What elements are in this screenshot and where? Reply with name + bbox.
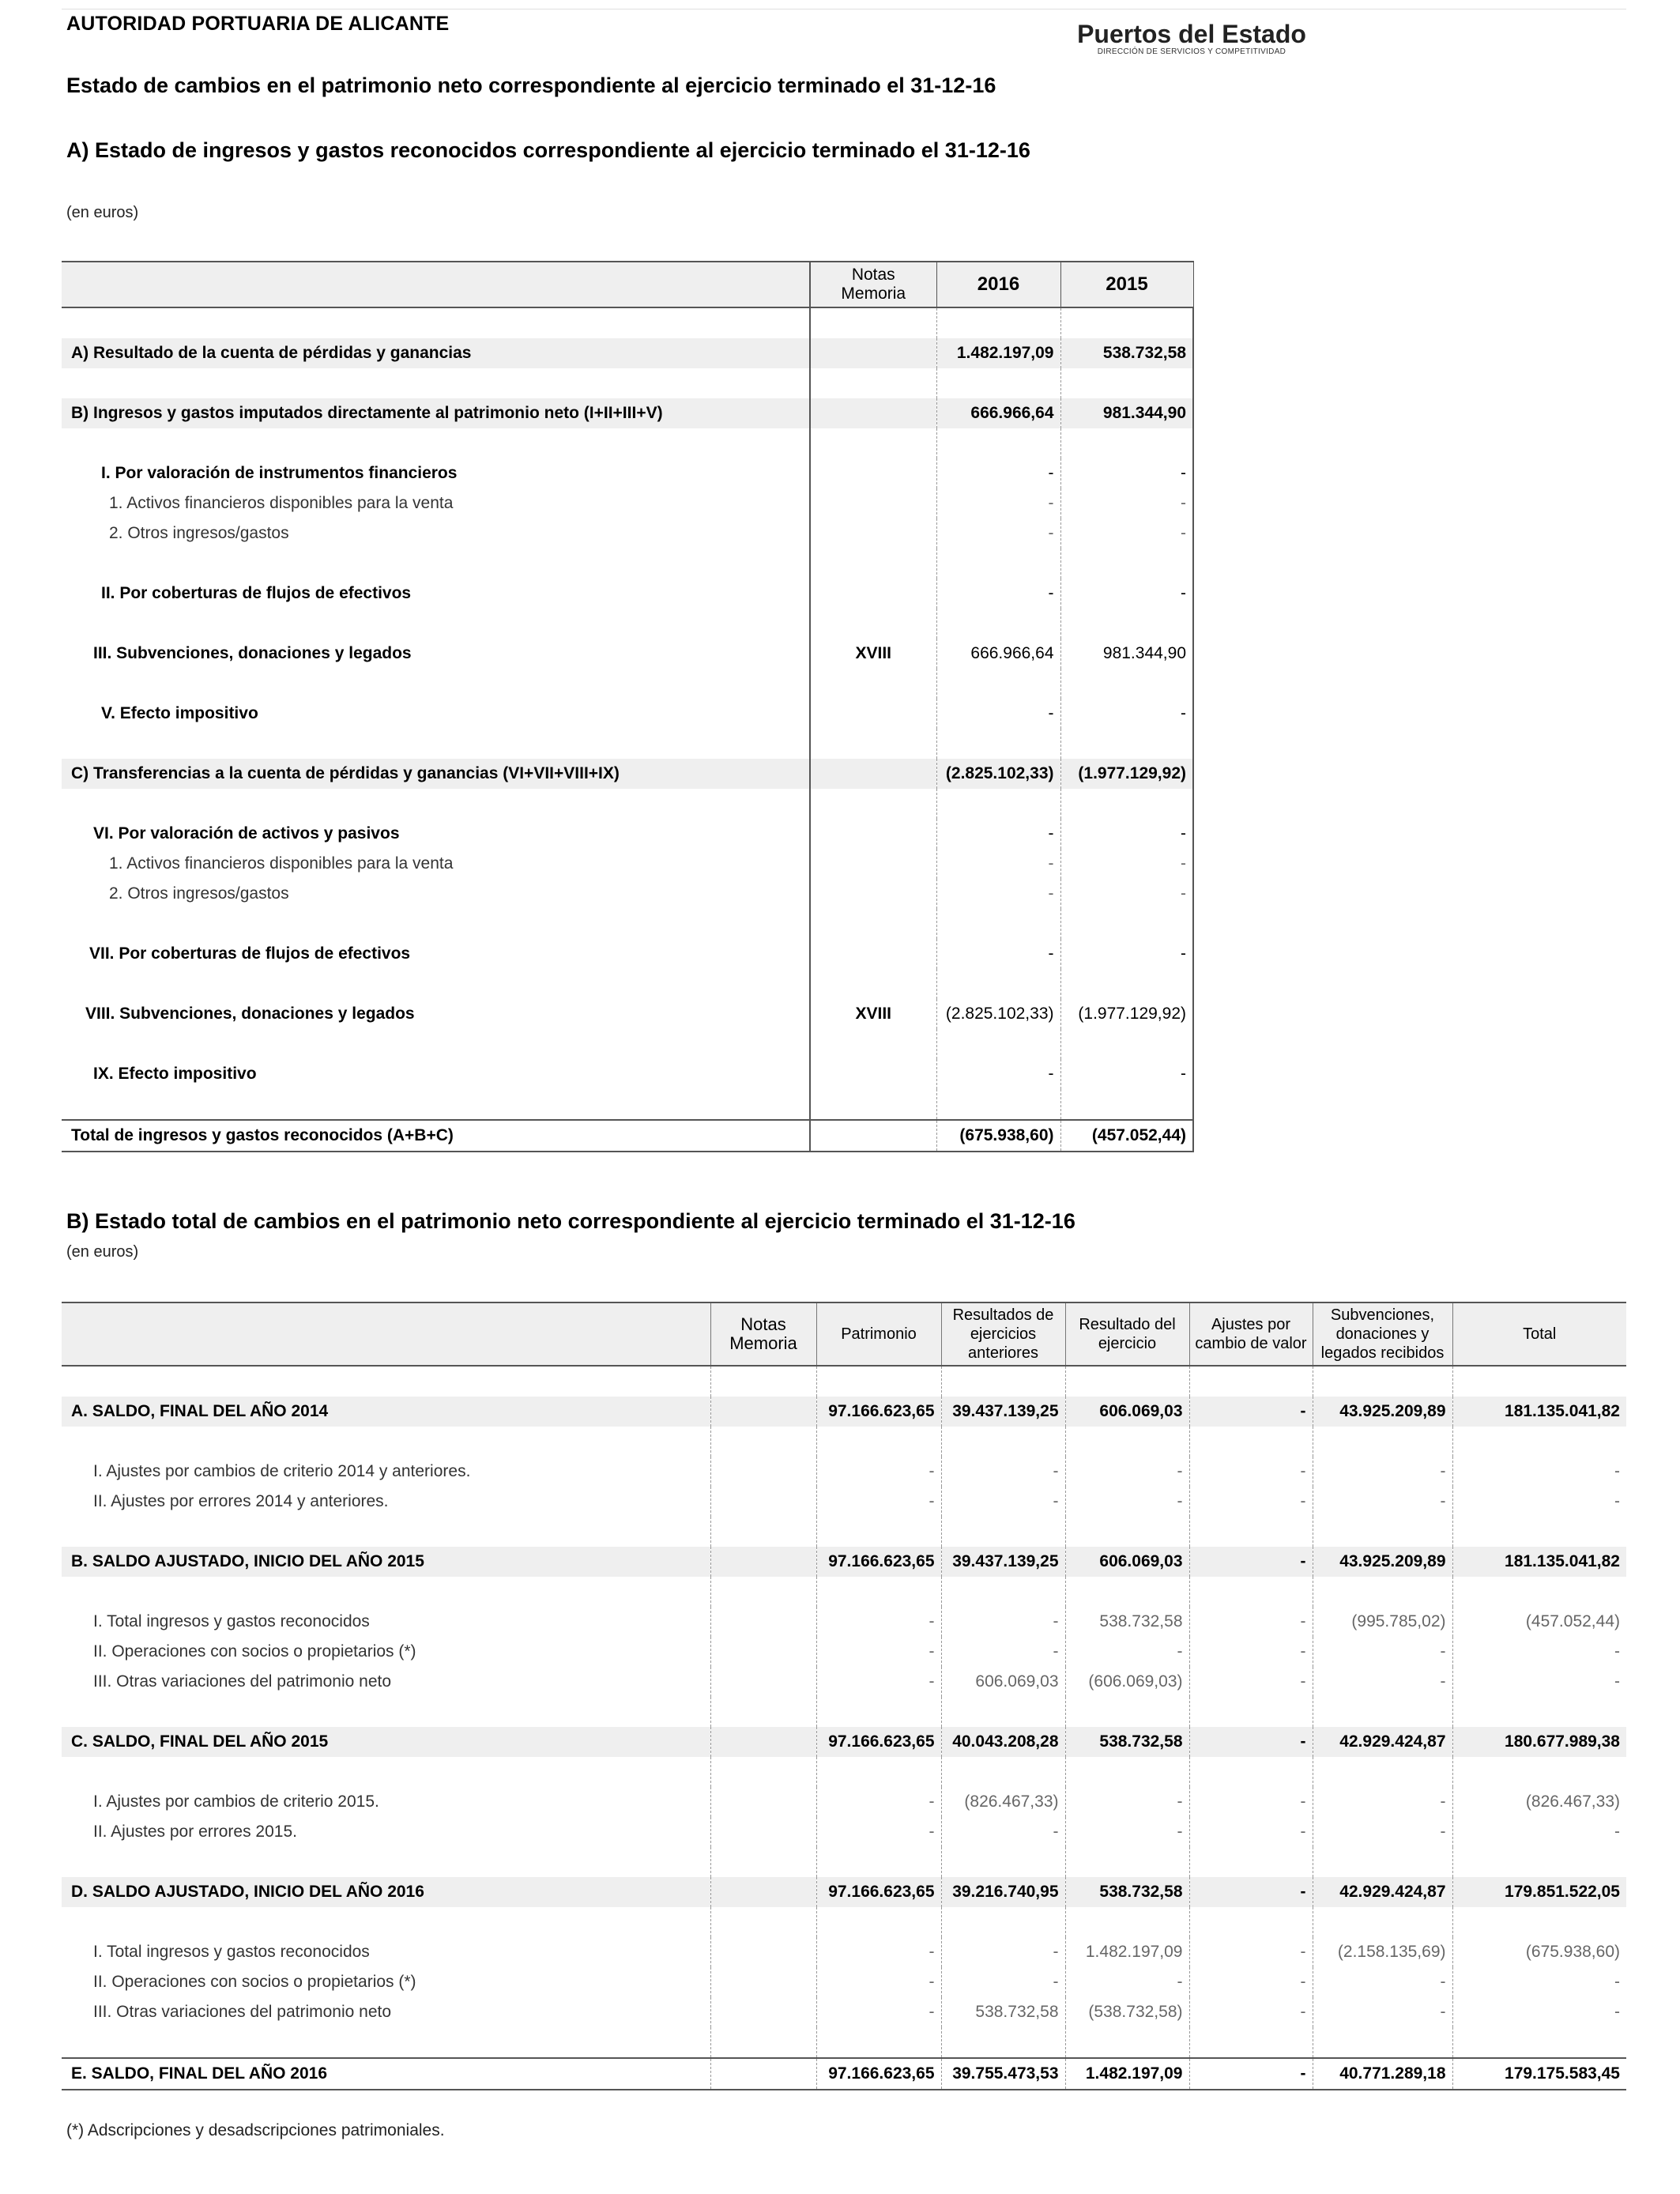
spacer-row bbox=[62, 729, 1193, 759]
table-row bbox=[62, 1877, 1626, 1907]
row-value-res-ant: 39.437.139,25 bbox=[941, 1397, 1065, 1427]
row-value-res-ej: - bbox=[1065, 1457, 1189, 1487]
row-value-subv: - bbox=[1313, 1487, 1452, 1517]
row-value-total: - bbox=[1452, 1487, 1626, 1517]
spacer-row bbox=[62, 1029, 1193, 1059]
row-value-2016: (675.938,60) bbox=[936, 1120, 1060, 1152]
logo-title: Puertos del Estado bbox=[1077, 20, 1306, 48]
row-value-res-ant: - bbox=[941, 1607, 1065, 1637]
row-note bbox=[810, 488, 936, 518]
row-value-2016: - bbox=[936, 488, 1060, 518]
row-value-res-ej: 538.732,58 bbox=[1065, 1877, 1189, 1907]
row-note bbox=[710, 1547, 816, 1577]
table-row bbox=[62, 999, 1193, 1029]
table-row bbox=[62, 1397, 1626, 1427]
row-value-2016: - bbox=[936, 518, 1060, 548]
table-row bbox=[62, 1937, 1626, 1967]
row-value-res-ant: 39.437.139,25 bbox=[941, 1547, 1065, 1577]
col-notes: Notas Memoria bbox=[710, 1302, 816, 1366]
row-label: B) Ingresos y gastos imputados directamente al patrimonio neto (I+II+III+V) bbox=[62, 398, 810, 428]
row-value-ajustes: - bbox=[1189, 1637, 1313, 1667]
row-label: I. Total ingresos y gastos reconocidos bbox=[93, 1943, 370, 1961]
row-value-2015: - bbox=[1060, 488, 1193, 518]
row-value-patrimonio: 97.166.623,65 bbox=[816, 1877, 941, 1907]
row-label: VIII. Subvenciones, donaciones y legados bbox=[85, 1005, 415, 1023]
row-value-patrimonio: - bbox=[816, 1667, 941, 1697]
row-label: B. SALDO AJUSTADO, INICIO DEL AÑO 2015 bbox=[62, 1547, 710, 1577]
row-note bbox=[810, 398, 936, 428]
row-value-2016: (2.825.102,33) bbox=[936, 759, 1060, 789]
row-note bbox=[810, 939, 936, 969]
row-label: 1. Activos financieros disponibles para la venta bbox=[109, 854, 454, 873]
row-note bbox=[810, 338, 936, 368]
table-row bbox=[62, 579, 1193, 609]
row-value-res-ant: - bbox=[941, 1457, 1065, 1487]
spacer-row bbox=[62, 1366, 1626, 1397]
row-note bbox=[810, 1059, 936, 1089]
logo-subtitle: DIRECCIÓN DE SERVICIOS Y COMPETITIVIDAD bbox=[1097, 47, 1286, 56]
col-patrimonio: Patrimonio bbox=[816, 1302, 941, 1366]
spacer-row bbox=[62, 969, 1193, 999]
row-value-total: - bbox=[1452, 1967, 1626, 1997]
row-value-res-ej: - bbox=[1065, 1787, 1189, 1817]
row-value-2015: (1.977.129,92) bbox=[1060, 759, 1193, 789]
row-note: XVIII bbox=[810, 999, 936, 1029]
table-row bbox=[62, 1547, 1626, 1577]
row-value-res-ant: - bbox=[941, 1817, 1065, 1847]
row-value-ajustes: - bbox=[1189, 1997, 1313, 2027]
row-value-res-ej: (606.069,03) bbox=[1065, 1667, 1189, 1697]
spacer-row bbox=[62, 1517, 1626, 1547]
row-note: XVIII bbox=[810, 639, 936, 669]
row-value-2015: - bbox=[1060, 939, 1193, 969]
row-value-2015: (1.977.129,92) bbox=[1060, 999, 1193, 1029]
income-expense-table bbox=[62, 261, 1194, 1152]
col-2015: 2015 bbox=[1060, 262, 1193, 307]
row-note bbox=[810, 1120, 936, 1152]
row-value-2015: - bbox=[1060, 819, 1193, 849]
row-value-total: - bbox=[1452, 1457, 1626, 1487]
row-label: A) Resultado de la cuenta de pérdidas y ganancias bbox=[62, 338, 810, 368]
row-label: II. Operaciones con socios o propietarios (*) bbox=[93, 1642, 416, 1661]
row-value-total: - bbox=[1452, 1667, 1626, 1697]
spacer-row bbox=[62, 548, 1193, 579]
row-value-subv: - bbox=[1313, 1667, 1452, 1697]
row-value-2015: - bbox=[1060, 518, 1193, 548]
row-value-subv: - bbox=[1313, 1817, 1452, 1847]
spacer-row bbox=[62, 428, 1193, 458]
equity-changes-table bbox=[62, 1302, 1626, 2090]
row-value-patrimonio: - bbox=[816, 1817, 941, 1847]
row-label: II. Ajustes por errores 2014 y anteriores. bbox=[93, 1492, 389, 1510]
row-value-total: (826.467,33) bbox=[1452, 1787, 1626, 1817]
row-note bbox=[810, 518, 936, 548]
row-value-subv: 40.771.289,18 bbox=[1313, 2058, 1452, 2090]
row-value-2016: - bbox=[936, 849, 1060, 879]
row-value-res-ej: 1.482.197,09 bbox=[1065, 2058, 1189, 2090]
row-value-res-ant: 538.732,58 bbox=[941, 1997, 1065, 2027]
row-note bbox=[810, 458, 936, 488]
row-label: 2. Otros ingresos/gastos bbox=[109, 524, 289, 542]
row-value-patrimonio: - bbox=[816, 1637, 941, 1667]
spacer-row bbox=[62, 368, 1193, 398]
row-note bbox=[710, 1397, 816, 1427]
row-value-2016: - bbox=[936, 579, 1060, 609]
table-row bbox=[62, 1607, 1626, 1637]
row-value-patrimonio: - bbox=[816, 1967, 941, 1997]
row-value-res-ant: 606.069,03 bbox=[941, 1667, 1065, 1697]
row-value-patrimonio: - bbox=[816, 1787, 941, 1817]
table-row bbox=[62, 1120, 1193, 1152]
row-value-total: - bbox=[1452, 1997, 1626, 2027]
row-value-res-ej: - bbox=[1065, 1967, 1189, 1997]
table-row bbox=[62, 1457, 1626, 1487]
row-value-patrimonio: - bbox=[816, 1457, 941, 1487]
row-label: A. SALDO, FINAL DEL AÑO 2014 bbox=[62, 1397, 710, 1427]
table-row bbox=[62, 338, 1193, 368]
table-row bbox=[62, 939, 1193, 969]
section-b-title: B) Estado total de cambios en el patrimonio neto correspondiente al ejercicio terminado el 31-12-16 bbox=[66, 1209, 1075, 1233]
row-value-total: 179.175.583,45 bbox=[1452, 2058, 1626, 2090]
table-row bbox=[62, 1667, 1626, 1697]
spacer-row bbox=[62, 1847, 1626, 1877]
row-note bbox=[810, 579, 936, 609]
row-label: III. Otras variaciones del patrimonio neto bbox=[93, 1672, 392, 1691]
row-value-subv: 43.925.209,89 bbox=[1313, 1547, 1452, 1577]
row-value-ajustes: - bbox=[1189, 1607, 1313, 1637]
row-label: VI. Por valoración de activos y pasivos bbox=[93, 824, 400, 843]
row-label: D. SALDO AJUSTADO, INICIO DEL AÑO 2016 bbox=[62, 1877, 710, 1907]
logo bbox=[1073, 21, 1310, 57]
table-row bbox=[62, 1997, 1626, 2027]
row-value-patrimonio: 97.166.623,65 bbox=[816, 1727, 941, 1757]
row-note bbox=[710, 1457, 816, 1487]
row-value-res-ant: (826.467,33) bbox=[941, 1787, 1065, 1817]
row-value-total: (675.938,60) bbox=[1452, 1937, 1626, 1967]
row-value-res-ant: 39.755.473,53 bbox=[941, 2058, 1065, 2090]
row-value-total: (457.052,44) bbox=[1452, 1607, 1626, 1637]
row-value-2016: - bbox=[936, 699, 1060, 729]
section-b-units: (en euros) bbox=[66, 1243, 139, 1261]
row-note bbox=[710, 1997, 816, 2027]
row-value-total: 180.677.989,38 bbox=[1452, 1727, 1626, 1757]
row-value-2015: - bbox=[1060, 458, 1193, 488]
row-value-res-ej: - bbox=[1065, 1487, 1189, 1517]
spacer-row bbox=[62, 2027, 1626, 2058]
row-value-patrimonio: - bbox=[816, 1487, 941, 1517]
row-label: VII. Por coberturas de flujos de efectivos bbox=[89, 944, 411, 963]
spacer-row bbox=[62, 1697, 1626, 1727]
spacer-row bbox=[62, 307, 1193, 338]
row-value-patrimonio: - bbox=[816, 1607, 941, 1637]
table-row bbox=[62, 819, 1193, 849]
row-value-res-ant: - bbox=[941, 1487, 1065, 1517]
row-note bbox=[710, 1727, 816, 1757]
row-value-2016: - bbox=[936, 879, 1060, 909]
row-label: I. Total ingresos y gastos reconocidos bbox=[93, 1612, 370, 1630]
table-row bbox=[62, 1727, 1626, 1757]
row-label: II. Ajustes por errores 2015. bbox=[93, 1823, 297, 1841]
row-value-2015: 538.732,58 bbox=[1060, 338, 1193, 368]
spacer-row bbox=[62, 1577, 1626, 1607]
table-row bbox=[62, 1637, 1626, 1667]
row-value-res-ant: - bbox=[941, 1637, 1065, 1667]
row-value-res-ej: 606.069,03 bbox=[1065, 1397, 1189, 1427]
section-a-units: (en euros) bbox=[66, 204, 139, 221]
table-header-row bbox=[62, 1302, 1626, 1366]
page-title: Estado de cambios en el patrimonio neto correspondiente al ejercicio terminado el 31-12-16 bbox=[66, 74, 996, 97]
row-label: III. Subvenciones, donaciones y legados bbox=[93, 644, 412, 662]
table-row bbox=[62, 1787, 1626, 1817]
row-label: III. Otras variaciones del patrimonio neto bbox=[93, 2003, 392, 2021]
row-value-ajustes: - bbox=[1189, 1787, 1313, 1817]
row-label: C) Transferencias a la cuenta de pérdidas y ganancias (VI+VII+VIII+IX) bbox=[62, 759, 810, 789]
row-value-patrimonio: - bbox=[816, 1997, 941, 2027]
row-value-2016: - bbox=[936, 458, 1060, 488]
table-row bbox=[62, 488, 1193, 518]
row-note bbox=[710, 2058, 816, 2090]
row-value-ajustes: - bbox=[1189, 1487, 1313, 1517]
col-subvenciones: Subvenciones, donaciones y legados recibidos bbox=[1313, 1302, 1452, 1366]
spacer-row bbox=[62, 1907, 1626, 1937]
row-label: C. SALDO, FINAL DEL AÑO 2015 bbox=[62, 1727, 710, 1757]
row-note bbox=[710, 1637, 816, 1667]
table-row bbox=[62, 518, 1193, 548]
row-value-2016: - bbox=[936, 1059, 1060, 1089]
row-value-2015: 981.344,90 bbox=[1060, 639, 1193, 669]
section-a-title: A) Estado de ingresos y gastos reconocidos correspondiente al ejercicio terminado el 31-12-16 bbox=[66, 138, 1030, 162]
row-value-ajustes: - bbox=[1189, 1667, 1313, 1697]
row-value-res-ant: - bbox=[941, 1967, 1065, 1997]
row-note bbox=[710, 1487, 816, 1517]
row-value-subv: - bbox=[1313, 1967, 1452, 1997]
row-value-subv: 42.929.424,87 bbox=[1313, 1877, 1452, 1907]
spacer-row bbox=[62, 609, 1193, 639]
row-value-2016: 1.482.197,09 bbox=[936, 338, 1060, 368]
organization-name: AUTORIDAD PORTUARIA DE ALICANTE bbox=[66, 13, 450, 35]
row-value-ajustes: - bbox=[1189, 1937, 1313, 1967]
row-value-res-ant: 40.043.208,28 bbox=[941, 1727, 1065, 1757]
row-value-res-ej: 538.732,58 bbox=[1065, 1607, 1189, 1637]
row-label: 2. Otros ingresos/gastos bbox=[109, 884, 289, 903]
row-value-res-ej: - bbox=[1065, 1637, 1189, 1667]
footnote: (*) Adscripciones y desadscripciones patrimoniales. bbox=[66, 2121, 445, 2139]
row-note bbox=[710, 1967, 816, 1997]
table-row bbox=[62, 398, 1193, 428]
row-label: V. Efecto impositivo bbox=[101, 704, 258, 722]
row-note bbox=[710, 1607, 816, 1637]
row-note bbox=[810, 699, 936, 729]
spacer-row bbox=[62, 909, 1193, 939]
row-value-total: - bbox=[1452, 1637, 1626, 1667]
row-value-subv: - bbox=[1313, 1787, 1452, 1817]
row-value-ajustes: - bbox=[1189, 1817, 1313, 1847]
row-label: IX. Efecto impositivo bbox=[93, 1065, 257, 1083]
row-value-subv: - bbox=[1313, 1637, 1452, 1667]
col-2016: 2016 bbox=[936, 262, 1060, 307]
table-row bbox=[62, 639, 1193, 669]
table-row bbox=[62, 849, 1193, 879]
row-label: I. Ajustes por cambios de criterio 2015. bbox=[93, 1793, 379, 1811]
row-value-ajustes: - bbox=[1189, 2058, 1313, 2090]
row-value-2016: - bbox=[936, 939, 1060, 969]
table-row bbox=[62, 1487, 1626, 1517]
row-value-ajustes: - bbox=[1189, 1877, 1313, 1907]
row-value-ajustes: - bbox=[1189, 1397, 1313, 1427]
row-label: II. Por coberturas de flujos de efectivos bbox=[101, 584, 412, 602]
row-value-patrimonio: 97.166.623,65 bbox=[816, 1547, 941, 1577]
row-value-2015: 981.344,90 bbox=[1060, 398, 1193, 428]
row-label: 1. Activos financieros disponibles para la venta bbox=[109, 494, 454, 512]
row-value-res-ej: - bbox=[1065, 1817, 1189, 1847]
spacer-row bbox=[62, 789, 1193, 819]
row-label: Total de ingresos y gastos reconocidos (A+B+C) bbox=[62, 1120, 810, 1152]
row-note bbox=[810, 849, 936, 879]
row-note bbox=[810, 879, 936, 909]
col-resultado-ejercicio: Resultado del ejercicio bbox=[1065, 1302, 1189, 1366]
row-value-2015: - bbox=[1060, 699, 1193, 729]
row-value-res-ej: 1.482.197,09 bbox=[1065, 1937, 1189, 1967]
table-row bbox=[62, 1967, 1626, 1997]
spacer-row bbox=[62, 669, 1193, 699]
row-value-2015: - bbox=[1060, 879, 1193, 909]
col-total: Total bbox=[1452, 1302, 1626, 1366]
row-label: II. Operaciones con socios o propietarios (*) bbox=[93, 1973, 416, 1991]
row-value-patrimonio: 97.166.623,65 bbox=[816, 2058, 941, 2090]
row-value-subv: - bbox=[1313, 1457, 1452, 1487]
row-value-res-ej: (538.732,58) bbox=[1065, 1997, 1189, 2027]
row-value-subv: - bbox=[1313, 1997, 1452, 2027]
row-value-2015: - bbox=[1060, 579, 1193, 609]
row-value-total: 179.851.522,05 bbox=[1452, 1877, 1626, 1907]
row-value-subv: (995.785,02) bbox=[1313, 1607, 1452, 1637]
row-value-patrimonio: - bbox=[816, 1937, 941, 1967]
table-row bbox=[62, 1817, 1626, 1847]
row-value-2016: 666.966,64 bbox=[936, 398, 1060, 428]
row-value-2016: - bbox=[936, 819, 1060, 849]
table-row bbox=[62, 458, 1193, 488]
row-note bbox=[810, 819, 936, 849]
row-value-subv: (2.158.135,69) bbox=[1313, 1937, 1452, 1967]
row-value-total: 181.135.041,82 bbox=[1452, 1397, 1626, 1427]
row-value-res-ej: 606.069,03 bbox=[1065, 1547, 1189, 1577]
row-value-res-ej: 538.732,58 bbox=[1065, 1727, 1189, 1757]
row-note bbox=[710, 1937, 816, 1967]
col-notes: Notas Memoria bbox=[810, 262, 936, 307]
spacer-row bbox=[62, 1089, 1193, 1120]
row-value-subv: 42.929.424,87 bbox=[1313, 1727, 1452, 1757]
row-note bbox=[710, 1787, 816, 1817]
row-value-ajustes: - bbox=[1189, 1967, 1313, 1997]
row-value-res-ant: - bbox=[941, 1937, 1065, 1967]
row-note bbox=[810, 759, 936, 789]
row-value-2015: - bbox=[1060, 1059, 1193, 1089]
spacer-row bbox=[62, 1427, 1626, 1457]
table-row bbox=[62, 759, 1193, 789]
spacer-row bbox=[62, 1757, 1626, 1787]
row-value-ajustes: - bbox=[1189, 1547, 1313, 1577]
row-value-subv: 43.925.209,89 bbox=[1313, 1397, 1452, 1427]
row-value-2016: 666.966,64 bbox=[936, 639, 1060, 669]
row-value-2015: (457.052,44) bbox=[1060, 1120, 1193, 1152]
table-row bbox=[62, 1059, 1193, 1089]
row-note bbox=[710, 1877, 816, 1907]
row-value-total: - bbox=[1452, 1817, 1626, 1847]
table-row bbox=[62, 2058, 1626, 2090]
row-value-total: 181.135.041,82 bbox=[1452, 1547, 1626, 1577]
row-value-ajustes: - bbox=[1189, 1727, 1313, 1757]
col-resultados-anteriores: Resultados de ejercicios anteriores bbox=[941, 1302, 1065, 1366]
table-row bbox=[62, 699, 1193, 729]
row-note bbox=[710, 1667, 816, 1697]
row-value-patrimonio: 97.166.623,65 bbox=[816, 1397, 941, 1427]
table-row bbox=[62, 879, 1193, 909]
row-label: I. Ajustes por cambios de criterio 2014 y anteriores. bbox=[93, 1462, 471, 1480]
col-concept bbox=[62, 1302, 710, 1366]
row-label: I. Por valoración de instrumentos financieros bbox=[101, 464, 458, 482]
row-value-ajustes: - bbox=[1189, 1457, 1313, 1487]
row-label: E. SALDO, FINAL DEL AÑO 2016 bbox=[62, 2058, 710, 2090]
table-header-row bbox=[62, 262, 1193, 307]
col-concept bbox=[62, 262, 810, 307]
row-note bbox=[710, 1817, 816, 1847]
row-value-res-ant: 39.216.740,95 bbox=[941, 1877, 1065, 1907]
col-ajustes-valor: Ajustes por cambio de valor bbox=[1189, 1302, 1313, 1366]
row-value-2016: (2.825.102,33) bbox=[936, 999, 1060, 1029]
row-value-2015: - bbox=[1060, 849, 1193, 879]
